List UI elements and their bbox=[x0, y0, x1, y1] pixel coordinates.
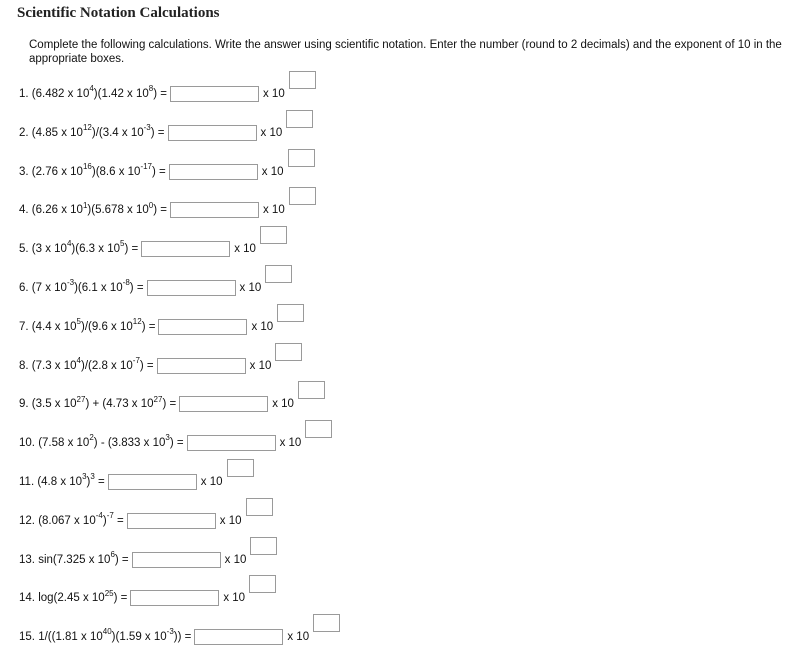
expression-text: )) = bbox=[173, 631, 192, 644]
expression-text: (7.58 x 10 bbox=[38, 437, 90, 450]
expression-text: ) = bbox=[113, 592, 128, 605]
exponent-superscript: 12 bbox=[82, 122, 92, 132]
mantissa-input[interactable] bbox=[168, 125, 257, 141]
problem-number: 3. bbox=[19, 165, 32, 178]
problem-row bbox=[19, 352, 302, 374]
times-ten-label: x 10 bbox=[260, 126, 283, 139]
expression-text: )(6.1 x 10 bbox=[74, 282, 123, 294]
problem-row bbox=[19, 623, 340, 645]
expression-text: ) = bbox=[139, 359, 154, 372]
exponent-superscript: 0 bbox=[148, 200, 154, 210]
expression-text: ) = bbox=[129, 282, 144, 294]
expression-text: (4.8 x 10 bbox=[37, 476, 83, 488]
times-ten-label: x 10 bbox=[223, 592, 246, 605]
mantissa-input[interactable] bbox=[194, 629, 283, 645]
mantissa-input[interactable] bbox=[130, 590, 219, 606]
page-title: Scientific Notation Calculations bbox=[17, 5, 220, 21]
exponent-superscript: 3 bbox=[90, 472, 95, 482]
expression-text: ) bbox=[102, 514, 107, 527]
expression-text: ) = bbox=[150, 126, 165, 139]
exponent-input[interactable] bbox=[298, 381, 325, 399]
exponent-superscript: 3 bbox=[165, 433, 170, 443]
exponent-input[interactable] bbox=[227, 459, 254, 477]
expression-text: (4.85 x 10 bbox=[31, 126, 83, 139]
exponent-superscript: 8 bbox=[148, 84, 154, 94]
exponent-input[interactable] bbox=[275, 343, 302, 361]
mantissa-input[interactable] bbox=[108, 474, 197, 490]
times-ten-label: x 10 bbox=[261, 165, 284, 178]
exponent-input[interactable] bbox=[265, 265, 292, 283]
exponent-input[interactable] bbox=[305, 420, 332, 438]
mantissa-input[interactable] bbox=[179, 396, 268, 412]
problem-row bbox=[19, 546, 277, 568]
exponent-input[interactable] bbox=[289, 71, 316, 89]
problem-expression bbox=[19, 278, 144, 296]
problem-number: 1. bbox=[19, 88, 32, 100]
expression-text: ) = bbox=[124, 243, 139, 256]
problem-row bbox=[19, 468, 254, 490]
exponent-superscript: 16 bbox=[82, 161, 92, 171]
expression-text: = bbox=[94, 476, 105, 488]
expression-text: (4.4 x 10 bbox=[31, 320, 77, 333]
times-ten-label: x 10 bbox=[272, 398, 294, 411]
problem-number: 2. bbox=[19, 126, 32, 139]
expression-text: (6.26 x 10 bbox=[31, 204, 83, 217]
exponent-superscript: 40 bbox=[102, 627, 112, 637]
expression-text: (7.3 x 10 bbox=[31, 359, 77, 372]
times-ten-label: x 10 bbox=[239, 282, 262, 294]
exponent-superscript: 27 bbox=[153, 394, 163, 404]
expression-text: (6.482 x 10 bbox=[31, 88, 90, 100]
exponent-superscript: 5 bbox=[120, 239, 125, 249]
exponent-superscript: -8 bbox=[122, 278, 130, 288]
exponent-superscript: -4 bbox=[95, 510, 103, 520]
exponent-superscript: 4 bbox=[76, 355, 81, 365]
exponent-input[interactable] bbox=[249, 575, 276, 593]
mantissa-input[interactable] bbox=[141, 241, 230, 257]
exponent-input[interactable] bbox=[313, 614, 340, 632]
expression-text: = bbox=[113, 514, 124, 527]
times-ten-label: x 10 bbox=[287, 631, 310, 644]
exponent-input[interactable] bbox=[286, 110, 313, 128]
expression-text: log(2.45 x 10 bbox=[38, 592, 105, 605]
expression-text: (8.067 x 10 bbox=[38, 514, 96, 527]
expression-text: 1/((1.81 x 10 bbox=[38, 631, 103, 644]
exponent-superscript: -3 bbox=[143, 122, 151, 132]
problem-expression bbox=[19, 161, 166, 180]
expression-text: ) = bbox=[169, 437, 184, 450]
expression-text: ) + (4.73 x 10 bbox=[85, 398, 154, 411]
mantissa-input[interactable] bbox=[157, 358, 246, 374]
times-ten-label: x 10 bbox=[200, 476, 223, 488]
exponent-superscript: 6 bbox=[110, 549, 115, 559]
mantissa-input[interactable] bbox=[158, 319, 247, 335]
problem-number: 5. bbox=[19, 243, 32, 256]
problem-number: 14. bbox=[19, 592, 39, 605]
problem-expression bbox=[19, 316, 156, 335]
exponent-input[interactable] bbox=[288, 149, 315, 167]
problem-row bbox=[19, 196, 316, 218]
problem-expression bbox=[19, 122, 165, 141]
mantissa-input[interactable] bbox=[147, 280, 236, 296]
problem-number: 4. bbox=[19, 204, 32, 217]
problem-number: 11. bbox=[19, 476, 38, 488]
exponent-input[interactable] bbox=[260, 226, 287, 244]
problem-expression bbox=[19, 627, 192, 645]
mantissa-input[interactable] bbox=[170, 86, 259, 102]
exponent-input[interactable] bbox=[250, 537, 277, 555]
times-ten-label: x 10 bbox=[251, 320, 274, 333]
problem-row bbox=[19, 80, 316, 102]
problem-expression bbox=[19, 588, 128, 606]
problem-expression bbox=[19, 355, 154, 374]
problem-row bbox=[19, 119, 313, 141]
expression-text: sin(7.325 x 10 bbox=[38, 553, 111, 566]
exponent-superscript: -3 bbox=[66, 278, 75, 288]
expression-text: (3.5 x 10 bbox=[31, 398, 77, 411]
expression-text: ) - (3.833 x 10 bbox=[93, 437, 166, 450]
problem-row bbox=[19, 158, 315, 180]
exponent-superscript: 2 bbox=[89, 433, 94, 443]
problem-number: 8. bbox=[19, 359, 32, 372]
exponent-superscript: 3 bbox=[82, 472, 87, 482]
problem-row bbox=[19, 507, 273, 529]
expression-text: ) = bbox=[153, 88, 167, 100]
mantissa-input[interactable] bbox=[127, 513, 216, 529]
problem-number: 13. bbox=[19, 553, 39, 566]
exponent-superscript: 4 bbox=[89, 84, 94, 94]
times-ten-label: x 10 bbox=[279, 437, 302, 450]
expression-text: )(1.59 x 10 bbox=[111, 631, 167, 644]
expression-text: )/(3.4 x 10 bbox=[91, 126, 144, 139]
mantissa-input[interactable] bbox=[169, 164, 258, 180]
problem-number: 9. bbox=[19, 398, 32, 411]
problem-number: 6. bbox=[19, 282, 32, 294]
mantissa-input[interactable] bbox=[187, 435, 276, 451]
problem-expression bbox=[19, 239, 139, 257]
expression-text: )/(9.6 x 10 bbox=[81, 320, 133, 333]
problem-row bbox=[19, 429, 332, 451]
expression-text: ) = bbox=[114, 553, 129, 566]
times-ten-label: x 10 bbox=[234, 243, 256, 256]
times-ten-label: x 10 bbox=[249, 359, 272, 372]
expression-text: ) = bbox=[162, 398, 177, 411]
exponent-superscript: 1 bbox=[82, 200, 88, 210]
times-ten-label: x 10 bbox=[224, 553, 247, 566]
expression-text: )(1.42 x 10 bbox=[93, 88, 149, 100]
times-ten-label: x 10 bbox=[262, 88, 285, 100]
exponent-superscript: -7 bbox=[132, 355, 140, 365]
expression-text: ) = bbox=[141, 320, 156, 333]
expression-text: ) bbox=[86, 476, 91, 488]
exponent-superscript: 4 bbox=[66, 239, 72, 249]
problem-expression bbox=[19, 394, 177, 412]
problem-number: 7. bbox=[19, 320, 32, 333]
problem-number: 10. bbox=[19, 437, 39, 450]
problem-row bbox=[19, 584, 276, 606]
problem-expression bbox=[19, 549, 129, 568]
exponent-input[interactable] bbox=[289, 187, 316, 205]
problem-expression bbox=[19, 84, 167, 102]
expression-text: (7 x 10 bbox=[31, 282, 67, 294]
expression-text: ) = bbox=[153, 204, 167, 217]
exponent-superscript: -7 bbox=[106, 510, 114, 520]
expression-text: )(5.678 x 10 bbox=[87, 204, 149, 217]
problem-row bbox=[19, 235, 287, 257]
expression-text: )(8.6 x 10 bbox=[91, 165, 141, 178]
problem-number: 15. bbox=[19, 631, 39, 644]
problem-row bbox=[19, 313, 304, 335]
problem-row bbox=[19, 390, 325, 412]
exponent-input[interactable] bbox=[277, 304, 304, 322]
problem-expression bbox=[19, 433, 184, 451]
instructions-text: Complete the following calculations. Write the answer using scientific notation. Enter the number (round to 2 decimals) and the exponent of 10 in the appropriate boxes. bbox=[29, 39, 782, 65]
exponent-superscript: -3 bbox=[166, 627, 174, 637]
problem-row bbox=[19, 274, 292, 296]
expression-text: )/(2.8 x 10 bbox=[81, 359, 133, 372]
exponent-superscript: 5 bbox=[76, 316, 81, 326]
times-ten-label: x 10 bbox=[219, 514, 242, 527]
expression-text: (2.76 x 10 bbox=[31, 165, 83, 178]
problem-expression bbox=[19, 510, 124, 529]
mantissa-input[interactable] bbox=[132, 552, 221, 568]
problem-expression bbox=[19, 200, 167, 218]
expression-text: )(6.3 x 10 bbox=[71, 243, 120, 256]
mantissa-input[interactable] bbox=[170, 202, 259, 218]
exponent-superscript: 25 bbox=[104, 588, 114, 598]
exponent-superscript: 27 bbox=[76, 394, 86, 404]
expression-text: ) = bbox=[152, 165, 166, 178]
exponent-superscript: -17 bbox=[140, 161, 152, 171]
problem-expression bbox=[19, 472, 105, 490]
exponent-superscript: 12 bbox=[132, 316, 142, 326]
times-ten-label: x 10 bbox=[262, 204, 285, 217]
expression-text: (3 x 10 bbox=[31, 243, 67, 256]
exponent-input[interactable] bbox=[246, 498, 273, 516]
problem-number: 12. bbox=[19, 514, 39, 527]
